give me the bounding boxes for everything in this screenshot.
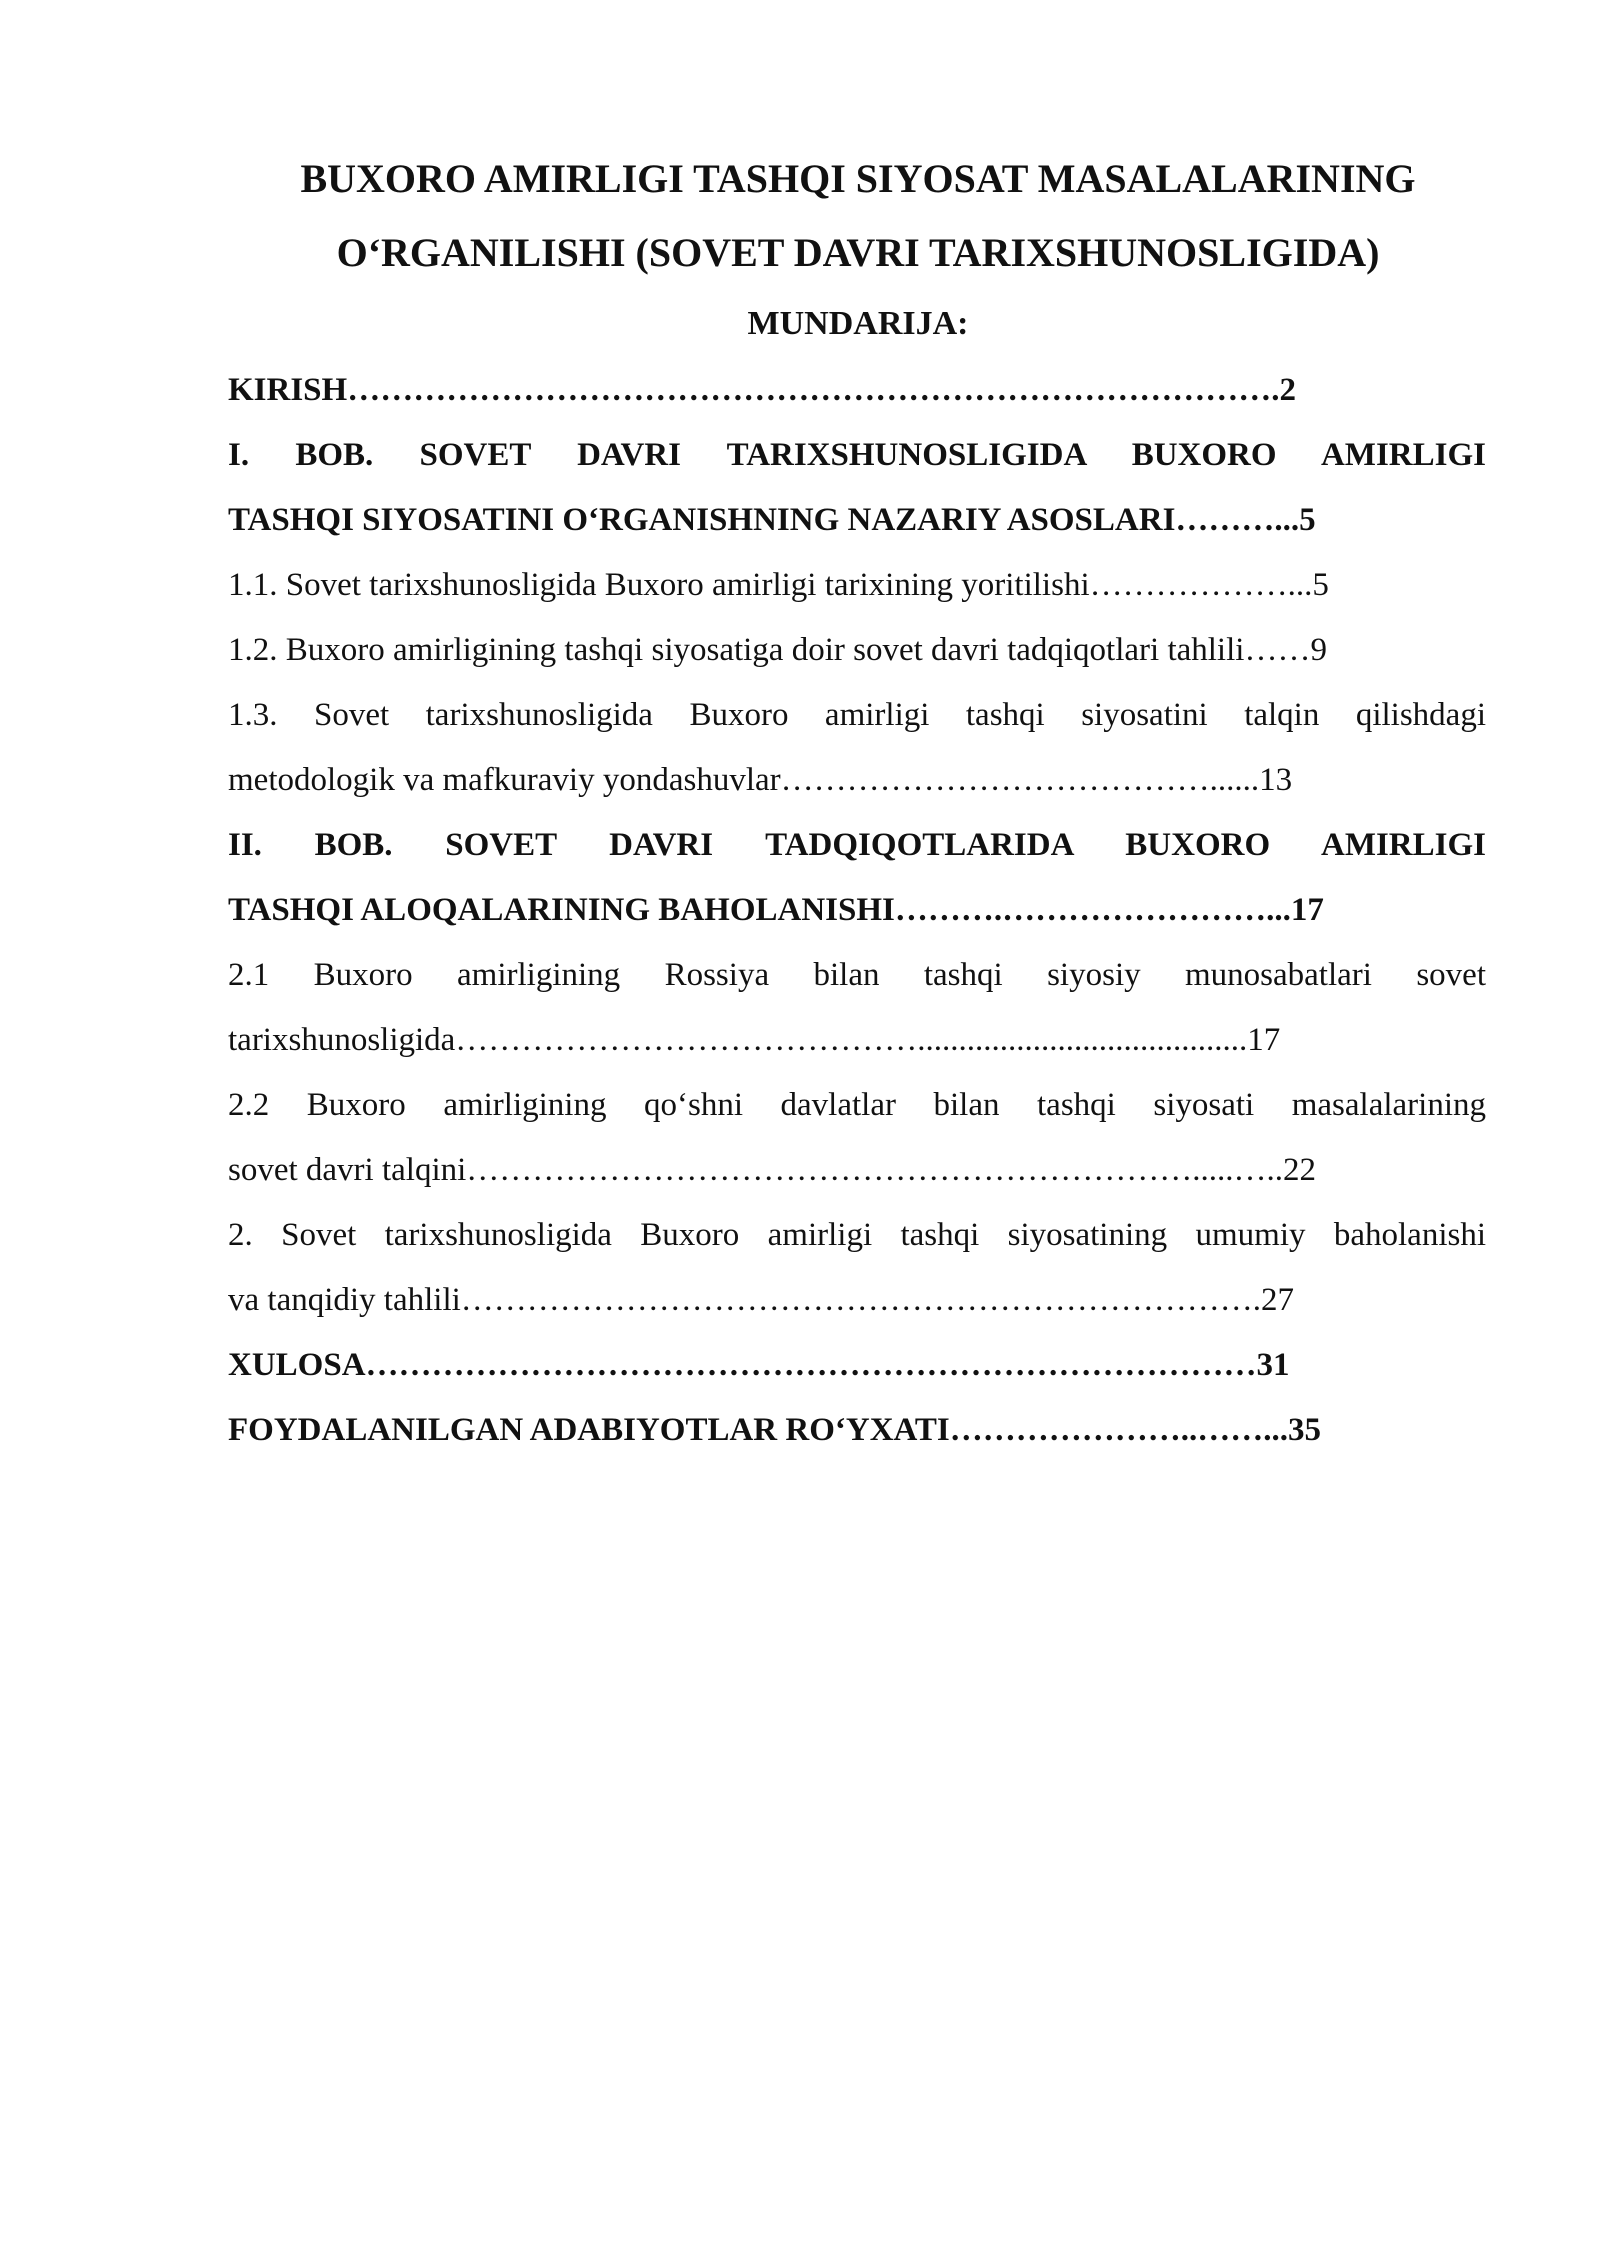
document-title-line-2: O‘RGANILISHI (SOVET DAVRI TARIXSHUNOSLIGIDA) (336, 230, 1380, 275)
toc-entry-1-1: 1.1. Sovet tarixshunosligida Buxoro amirligi tarixining yoritilishi………………...5 (228, 567, 1329, 603)
toc-entry-xulosa: XULOSA………………………………………………………………………31 (228, 1347, 1290, 1383)
document-title-line-1: BUXORO AMIRLIGI TASHQI SIYOSAT MASALALARINING (300, 156, 1416, 201)
toc-entry-1-3-cont: metodologik va mafkuraviy yondashuvlar…………………………………......13 (228, 762, 1293, 798)
toc-entry-2-1: 2.1 Buxoro amirligining Rossiya bilan tashqi siyosiy munosabatlari sovet (228, 957, 1486, 993)
toc-entry-references: FOYDALANILGAN ADABIYOTLAR RO‘YXATI…………………..……...35 (228, 1412, 1322, 1448)
toc-entry-chapter-1: I. BOB. SOVET DAVRI TARIXSHUNOSLIGIDA BUXORO AMIRLIGI (228, 437, 1486, 473)
toc-entry-chapter-2: II. BOB. SOVET DAVRI TADQIQOTLARIDA BUXORO AMIRLIGI (228, 827, 1486, 863)
toc-entry-2-3-cont: va tanqidiy tahlili……………………………………………………………….27 (228, 1282, 1295, 1318)
toc-entry-chapter-1-cont: TASHQI SIYOSATINI O‘RGANISHNING NAZARIY ASOSLARI………...5 (228, 502, 1316, 538)
toc-entry-2-1-cont: tarixshunosligida……………………………………........................................17 (228, 1022, 1281, 1058)
toc-heading: MUNDARIJA: (747, 305, 969, 342)
toc-entry-kirish: KIRISH………………………………………………………………………….2 (228, 372, 1296, 408)
toc-entry-2-3: 2. Sovet tarixshunosligida Buxoro amirligi tashqi siyosatining umumiy baholanishi (228, 1217, 1486, 1253)
toc-entry-2-2: 2.2 Buxoro amirligining qo‘shni davlatlar bilan tashqi siyosati masalalarining (228, 1087, 1486, 1123)
toc-entry-1-2: 1.2. Buxoro amirligining tashqi siyosatiga doir sovet davri tadqiqotlari tahlili……9 (228, 632, 1327, 668)
toc-entry-2-2-cont: sovet davri talqini………………………………………………………….....…..22 (228, 1152, 1317, 1188)
toc-entry-1-3: 1.3. Sovet tarixshunosligida Buxoro amirligi tashqi siyosatini talqin qilishdagi (228, 697, 1486, 733)
toc-entry-chapter-2-cont: TASHQI ALOQALARINING BAHOLANISHI……….……………………...17 (228, 892, 1324, 928)
